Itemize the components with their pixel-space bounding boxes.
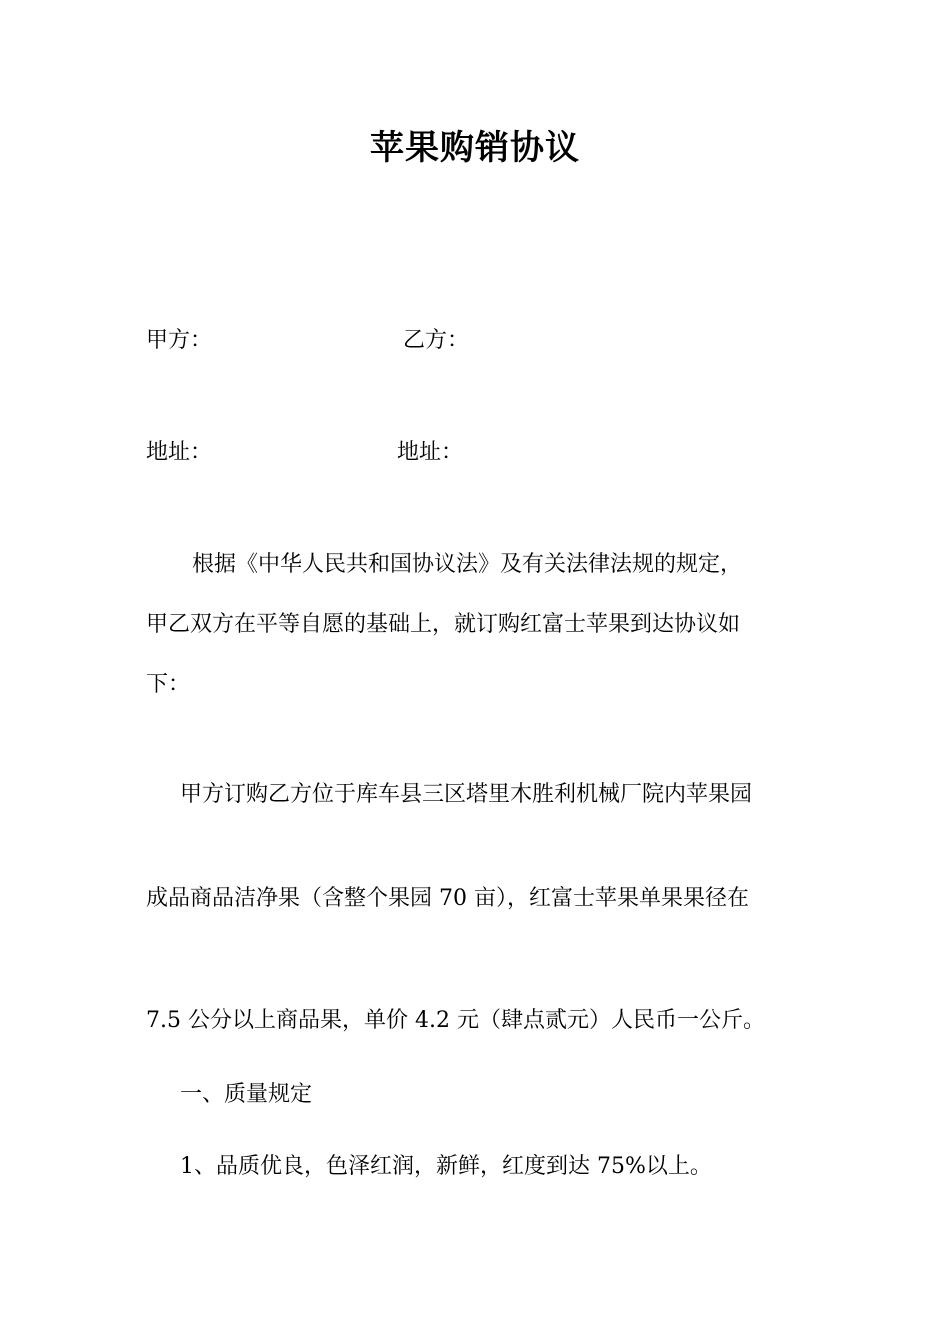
party-b-label: 乙方： <box>403 328 470 353</box>
section-1-item-1: 1、品质优良，色泽红润，新鲜，红度到达 75%以上。 <box>180 1154 712 1179</box>
intro-line-3: 下： <box>146 672 191 697</box>
document-title: 苹果购销协议 <box>370 128 580 168</box>
intro-line-1: 根据《中华人民共和国协议法》及有关法律法规的规定， <box>192 552 743 577</box>
address-b-label: 地址： <box>397 440 464 465</box>
section-1-heading: 一、质量规定 <box>180 1082 313 1107</box>
party-a-label: 甲方： <box>146 328 213 353</box>
order-line-3: 7.5 公分以上商品果，单价 4.2 元（肆点贰元）人民币一公斤。 <box>146 1008 765 1033</box>
address-a-label: 地址： <box>146 440 213 465</box>
intro-line-2: 甲乙双方在平等自愿的基础上，就订购红富士苹果到达协议如 <box>146 612 741 637</box>
order-line-1: 甲方订购乙方位于库车县三区塔里木胜利机械厂院内苹果园 <box>180 782 753 807</box>
order-line-2: 成品商品洁净果（含整个果园 70 亩），红富士苹果单果果径在 <box>146 886 749 911</box>
